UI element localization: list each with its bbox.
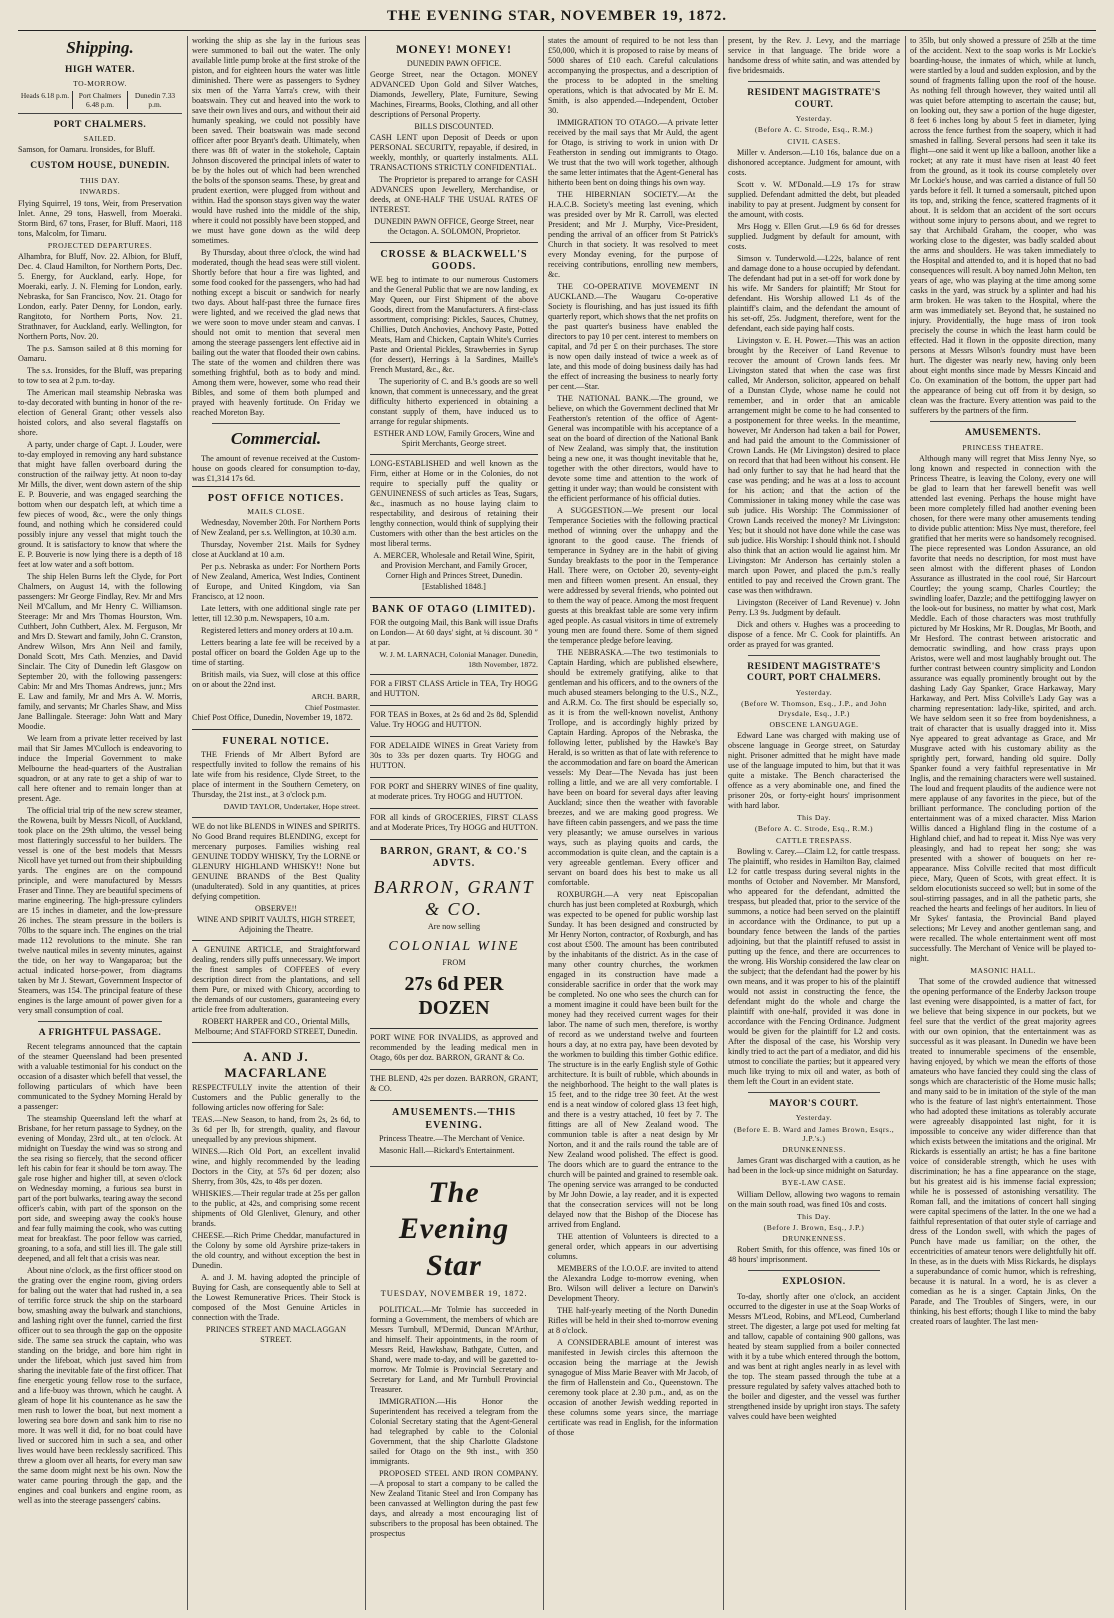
advert-signature: W. J. M. LARNACH, Colonial Manager. Dunedin, 18th November, 1872. <box>379 650 538 669</box>
advert-text: CHEESE.—Rich Prime Cheddar, manufactured in the Colony by some old Ayrshire prize-takers in the old country, and without exception the best in Dunedin. <box>192 1230 360 1270</box>
amusements-heading: AMUSEMENTS. <box>965 428 1041 438</box>
court-date: This Day. <box>797 1211 831 1221</box>
advert-text: The Proprietor is prepared to arrange for CASH ADVANCES upon Jewellery, Merchandise, or deeds, at ONE-HALF THE USUAL RATES OF INTEREST. <box>370 174 538 214</box>
court-heading: RESIDENT MAGISTRATE'S COURT, PORT CHALMERS. <box>746 661 882 684</box>
advert-text: FOR TEAS in Boxes, at 2s 6d and 2s 8d, Splendid Value. Try HOGG and HUTTON. <box>370 710 538 730</box>
article-paragraph: IMMIGRATION.—His Honor the Superintendent has received a telegram from the Colonial Secretary stating that the Agent-General had telegraphed by cable to the Colonial Government, that the ship Charlotte Gladstone sailed for Otago on the 9th inst., with 350 immigrants. <box>370 1396 538 1466</box>
explosion-heading: EXPLOSION. <box>782 1277 846 1288</box>
court-date: Yesterday. <box>795 114 833 124</box>
shipping-paragraph: A party, under charge of Capt. J. Louder, were to-day employed in removing any hard substance that might have fallen overboard during the construction of the railway jetty. At noon to-day Mr Mills, the diver, went down astern of the ship E. P. Bouverie, and was engaged searching the bottom when our despatch left, at which time a few pieces of wood, &c., were the only things found, and nothing which he considered could possibly injure any vessel that might touch the ground. It is satisfactory to know that where the E. P. Bouverie is now lying there is a depth of 18 feet at low water and a soft bottom. <box>18 439 182 569</box>
inwards-label: INWARDS. <box>79 187 121 197</box>
column-1 <box>18 36 182 1610</box>
high-water-heading: HIGH WATER. <box>64 64 136 75</box>
advert-title: AMUSEMENTS.—THIS EVENING. <box>391 1107 517 1131</box>
advert-text: WE beg to intimate to our numerous Customers and the General Public that we are now landing, ex May Queen, our First Shipment of the above Goods, direct from the Manufacturers. A first-class assortment, comprising: Pickles, Sauces, Chutney, Chillies, Dutch Anchovies, Anchovy Paste, Potted Meats, Ham and Chicken, Captain White's Curries Paste and Oriental Pickles, Strawberries in Syrup (for dessert), Herrings à la Sardines, Maille's French Mustard, &c., &c. <box>370 275 538 374</box>
notice-text: Letters bearing a late fee will be received by a postal officer on board the Golden Age up to the time of starting. <box>192 638 360 668</box>
court-case: Miller v. Anderson.—L10 16s, balance due on a dishonored acceptance. Judgment for amount, with costs. <box>728 147 900 177</box>
wine-advert <box>192 817 360 940</box>
court-heading: RESIDENT MAGISTRATE'S COURT. <box>747 88 881 110</box>
amusements-listing <box>370 1100 538 1161</box>
court-case: Livingston (Receiver of Land Revenue) v. John Perry. L3 9s. Judgment by default. <box>728 597 900 617</box>
court-before: (Before J. Brown, Esq., J.P.) <box>763 1222 865 1232</box>
custom-house-heading: CUSTOM HOUSE, DUNEDIN. <box>30 161 170 172</box>
court-date: Yesterday. <box>795 688 833 698</box>
advert-text: FOR PORT and SHERRY WINES of fine quality, at moderate prices. Try HOGG and HUTTON. <box>370 782 538 802</box>
column-divider <box>543 36 544 1610</box>
venue-heading: MASONIC HALL. <box>970 965 1036 975</box>
advert-subtitle: BILLS DISCOUNTED. <box>414 121 494 131</box>
bank-advert <box>370 597 538 674</box>
barron-grant-advert <box>370 839 538 1028</box>
divider <box>370 1166 538 1167</box>
article-paragraph: The steamship Queensland left the wharf at Brisbane, for her return passage to Sydney, on the evening of Monday, 23rd ult., at ten o'clock. At midnight on Tuesday the wind was so strong and the sea rising so fiercely, that the second officer left his cabin for fear it should be torn away. The gale rose higher and higher till, at seven o'clock on Wednesday morning, a furious sea burst in part of the port bulwarks, tearing away the second officer's cabin, with part of the sponson on the port side, and sweeping away the cook's house and fear fully maiming the cook, who was cutting meat for breakfast. The poor fellow was carried, groaning, to a sofa, and still lies ill. The gale still deepened, and all felt that a crisis was near. <box>18 1114 182 1264</box>
advert-price: 27s 6d PER DOZEN <box>404 972 504 1019</box>
advert-text: CASH LENT upon Deposit of Deeds or upon PERSONAL SECURITY, repayable, if desired, in weekly, monthly, or quarterly instalments. ALL TRANSACTIONS STRICTLY CONFIDENTIAL. <box>370 132 538 172</box>
court-case: Robert Smith, for this offence, was fined 10s or 48 hours' imprisonment. <box>728 1245 900 1265</box>
advert-title: BARRON, GRANT, & CO.'S ADVTS. <box>380 846 528 870</box>
shipping-paragraph: The ship Helen Burns left the Clyde, for Port Chalmers, on August 14, with the following passengers: Mr George Findlay, Rev. Mr and Mrs Neil M'Callum, and Mr Henry C. Williamson. Steerage: Mr and Mrs Thomas Hourston, Wm. Cuthbert, John Cuthbert, Alex. M. Ferguson, Mr and Mrs D. Stewart and family, John C. Cranston, Andrew Wilson, Mrs Ann Neil and family, Donald Scott, Mrs Cath. Menzies, and David Sinclair. The City of Dunedin left Glasgow on September 20, with the following passengers: Cabin: Mr and Mrs Thomas Andrews, junr.; Mrs E. Law and family, Mr and Mrs A. W. Morris, family, and servants; Mr Charles Shaw, and Miss Jane Ballingale. Steerage: John Watt and Mary Moodie. <box>18 571 182 731</box>
listing-text: Princess Theatre.—The Merchant of Venice. <box>379 1133 525 1143</box>
court-case: Bowling v. Carey.—Claim L2, for cattle trespass. The plaintiff, who resides in Hamilton Bay, claimed L2 for cattle trespass during several nights in the months of October and November. Mr Mansford, who appeared for the defendant, admitted the trespass, but pleaded that, prior to the service of the summons, a notice had been served on the plaintiff in accordance with the Ordinance, to put up a boundary fence between the lands of the parties adjoining, but that the plaintiff refused to assist in putting up the fence, and there are occurrences to the wrong. His Worship considered the law clear on the subject; that the defendant had the power by his own means, and it was proper to his of the plaintiff would not assist in constructing the fence, the defendant might do the whole and charge the plaintiff with one-half, provided it was done in accordance with the Fencing Ordinance. Judgment would be given for the plaintiff for L2 and costs. After the disposal of the case, his Worship very kindly tried to act the part of a mediator, and did his utmost to conciliate the parties; but it appeared very much like trying to mix oil and water, as both of them left the Court in an evident state. <box>728 846 900 1086</box>
hogg-hutton-advert <box>370 705 538 736</box>
listing-text: Masonic Hall.—Rickard's Entertainment. <box>379 1145 515 1155</box>
court-subheading: DRUNKENNESS. <box>782 1234 846 1244</box>
court-case: James Grant was discharged with a caution, as he had been in the lock-up since midnight on Saturday. <box>728 1156 900 1176</box>
court-case: Mrs Hogg v. Ellen Grut.—L9 6s 6d for dresses supplied. Judgment by default for amount, with costs. <box>728 221 900 251</box>
column-divider <box>187 36 188 1610</box>
macfarlane-advert <box>192 1042 360 1350</box>
review-paragraph: Although many will regret that Miss Jenny Nye, so long known and respected in connection with the Princess Theatre, is leaving the Colony, every one will be glad to learn that her farewell benefit was well attended last evening. Perhaps the house might have been more completely filled had another evening been chosen, for there were many other amusements tending to divide public attention: Miss Nye must, therefore, feel gratified that her merits were so handsomely recognised. The piece represented was London Assurance, an old favorite that needs no description, for most must have seen almost with the different phases of London Assurance as illustrated in the cool roué, Sir Harcourt Courtley; the young scamp, Charles Courtley; the swindling loafer, Dazzle; and the pettifogging lawyer on the look-out for business, no matter by what cost, Mark Meddle. Each of those characters was most truthfully pictured by Mr Hoskins, Mr R. Douglas, Mr Booth, and Mr Hesford. The contrast between aristocratic and democratic swindling, and how crass prays upon Aristos, were well and most laughably brought out. The further contrast between country simplicity and London assurance was equally prominently brought out by the dashing Lady Gay Spanker, Grace Harkaway, Mary Harkaway, and Pert. Miss Colville's Lady Gay was a charming representation: lady-like, spirited, and arch. We have seldom seen it so free from boydenishness, a trait of character that is usually dragged into it. Miss Nye appeared to great advantage as Grace, and Mr Musgrave acted with his customary ability as the sprightly pert, forward, handing old squire. Dolly Spanker found a very faithful representative in Mr Inglis, and the remaining characters were well sustained. The loud and frequent plaudits of the audience were not mere applause of any favorites in the piece, but of the brilliant performance. The concluding portion of the entertainment was of a mixed character. Miss Marion Willis danced a Highland fling in the costume of a Highland chief, and had to repeat it. Miss Nye was very pleasingly, and had to repeat her song; she was presented with a shower of bouquets on her re-appearance. Miss Colville recited that most difficult piece, Mary, Queen of Scots, with great effect. It is seldom elocutionists succeed so well; but in some of the soul-stirring passages, and in all the pathetic parts, she reached the hearts and feelings of her auditors. In lieu of Mr Sykes' fantasia, the Provincial Band played selections; Mr Levey and another gentleman sang, and were recalled. The whole entertainment went off most successfully. The Merchant of Venice will be played to-night. <box>910 453 1096 963</box>
tide-dunedin: Dunedin 7.33 p.m. <box>134 90 176 109</box>
barron-grant-advert <box>370 1028 538 1069</box>
shipping-paragraph: The s.s. Ironsides, for the Bluff, was preparing to tow to sea at 2 p.m. to-day. <box>18 365 182 385</box>
article-paragraph: THE CO-OPERATIVE MOVEMENT IN AUCKLAND.—The Waugaru Co-operative Society is flourishing, and has just issued its fifth quarterly report, which shows that the net profits on the past quarter's business have enabled the directors to pay 10 per cent. interest to members on capital, and 7d per £ on their purchases. The store is now open daily instead of twice a week as of late, and this mode of doing business daily has had the effect of increasing the business to nearly forty per cent.—Star. <box>548 282 718 391</box>
column-divider <box>365 36 366 1610</box>
hogg-hutton-advert <box>370 777 538 808</box>
header-rule <box>18 30 1096 31</box>
article-paragraph: Recent telegrams announced that the captain of the steamer Queensland had been presented with a valuable testimonial for his conduct on the occasion of a disaster which befell that vessel, the following particulars of which have been communicated to the Sydney Morning Herald by a passenger: <box>18 1042 182 1112</box>
article-paragraph: ROXBURGH.—A very neat Episcopalian church has just been completed at Roxburgh, which was expected to be opened for public worship last Sunday. It has been designed and constructed by Mr Henry Norton, contractor, of Roxburgh, and has cost about £500. The amount has been contributed by the inhabitants of the district. As in the case of many other country churches, the workmen engaged in its construction have made a considerable sacrifice in order that the work may be completed. No one who sees the church can for a moment imagine it could have been built for the money had they received current wages for their labor. The name of such men, therefore, is worthy of record as we understand twelve and fourteen hours a day, at no extra pay, have been devoted by the workmen to building this timber Gothic edifice. The structure is in the early English style of Gothic architecture. It is built of rubble, which abounds in the neighborhood. The height to the wall plates is 15 feet, and to the ridge tree 30 feet. At the west end is a neat window of colored glass 13 feet high, and there is a vestry attached, 10 feet by 7. The fittings are all of New Zealand wood. The communion table is after a neat design by Mr Norton, and it and the rails round the table are of New Zealand wood polished. The effect is good. The doors which are to guard the entrance to the church will be painted and grained to resemble oak. The opening service was arranged to be conducted by Mr John Dowie, a lay reader, and it is expected that the consecration services will not be long delayed now that the Bishop of the Diocese has arrived from England. <box>548 890 718 1229</box>
article-paragraph: By Thursday, about three o'clock, the wind had moderated, though the head seas were still violent. Shortly before that hour a fire was lighted, and some food cooked for the passengers, who had had nothing except a biscuit or sandwich for nearly two days. About half-past three the furnace fires were lighted, and we received the glad news that we were soon to move under steam and canvas. I should not omit to mention that several men among the steerage passengers lent effective aid in bailing out the water that flooded their own cabins. The state of the women and children there was something frightful, both as to body and mind. Among them were, however, some who read their Bibles, and some of them both plumped and prayed with heavenly fortitude. On Friday we reached Moreton Bay. <box>192 248 360 417</box>
advert-text: FOR ADELAIDE WINES in Great Variety from 30s to 33s per dozen quarts. Try HOGG and HUTTON. <box>370 741 538 771</box>
harper-advert <box>192 940 360 1042</box>
notice-text: Wednesday, November 20th. For Northern Ports of New Zealand, per s.s. Wellington, at 10.30 a.m. <box>192 518 360 538</box>
review-paragraph: That some of the crowded audience that witnessed the opening performance of the Enderby Jackson troupe last evening were disappointed, is a matter of fact, for we believe that being sixpence in our pockets, but we feel sure that the verdict of the great majority agrees with our own opinion, that the entertainment was as successful as it was pleasant. In Dunedin we have been treated to innumerable specimens of the ensemble, having enjoyed, by which we mean the efforts of those amateurs who have fancied they could sing the class of songs which are characteristic of the Home music halls; and many said to be in imitation of the style of the man who is the feature of last night's entertainment. Those who had adopted these imitations as tolerably accurate were agreeably disappointed last night, for it is impossible to conceive any wider difference than that which exists between the imitations and the original. Mr Rickards is essentially an artist; he has a fine baritone voice of considerable strength, which he uses with discrimination; he has a fine appearance on the stage, but his greatest aid is his immense facial expression; while he is possessed of astonishing versatility. The Roman fall, and the imitations of concert hall singing were capital specimens of the latter. In the one we had a faithful representation of that outer style of carriage and dress of the London swell, with which the pages of Punch have made us familiar; on the other, the eccentricities of amateur tenors were delightfully hit off. In these, as in the duets with Miss Rickards, he displays a superabundance of comic humor, which is refreshing, because it is natural. In a word, he is as clever a comedian as he is a singer. Captain Jinks, On the Parade, and The Troubles of Singers, were, in our thinking, his best efforts; though I like to mind the baby created roars of laughter. The last men- <box>910 977 1096 1327</box>
this-day-label: THIS DAY. <box>80 176 120 186</box>
advert-text: THE BLEND, 42s per dozen. BARRON, GRANT, & CO. <box>370 1074 538 1094</box>
mercer-advert <box>370 454 538 597</box>
article-paragraph: A SUGGESTION.—We present our local Temperance Societies with the following practical method of winning over the unhappy and the ignorant to the good cause. The friends of temperance in Sydney are in the habit of giving Sunday breakfasts to the poor in the Temperance Hall. There were, on October 20, seventy-eight men and fifteen women present. An ensual, they were addressed by several friends, who pointed out to them the way of peace. Among the most frequent guests at this breakfast table are some very infirm aged people. As casual visitors in time of extremely young men are found there. Some of them signed the temperance pledge before leaving. <box>548 506 718 645</box>
article-paragraph: states the amount of required to be not less than £50,000, which it is proposed to raise by means of 5000 shares of £10 each. Careful calculations accompanying the prospectus, and a description of the process to be adopted in the smelting operations, which is that advocated by Mr E. M. Smith, is also appended.—Independent, October 30. <box>548 36 718 115</box>
barron-grant-advert <box>370 1069 538 1100</box>
advert-text: WINES.—Rich Old Port, an excellent invalid wine, and highly recommended by the leading Doctors in the City, at 57s 6d per dozen; also Sherry, from 30s, 42s, to 48s per dozen. <box>192 1146 360 1186</box>
tomorrow-label: TO-MORROW. <box>73 79 127 89</box>
advert-text: The superiority of C. and B.'s goods are so well known, that comment is unnecessary, and the great difficulty hitherto experienced in obtaining a constant supply of them, have induced us to arrange for regular shipments. <box>370 377 538 426</box>
advert-title: MONEY! MONEY! <box>396 42 512 56</box>
article-paragraph: THE half-yearly meeting of the North Dunedin Rifles will be held in their shed to-morrow evening at 8 o'clock. <box>548 1306 718 1335</box>
court-before: (Before W. Thomson, Esq., J.P., and John Drysdale, Esq., J.P.) <box>741 699 887 718</box>
court-before: (Before E. B. Ward and James Brown, Esqrs., J.P.'s.) <box>733 1124 895 1143</box>
advert-title: A. AND J. MACFARLANE <box>224 1048 328 1080</box>
tide-port-chalmers: Port Chalmers 6.48 p.m. <box>72 91 128 109</box>
projected-text: Alhambra, for Bluff, Nov. 22. Albion, for Bluff, Dec. 4. Claud Hamilton, for Northern Ports, Dec. 5. Energy, for Auckland, early. Hope, for Moeraki, early. J. N. Fleming for London, early. Nebraska, for San Francisco, Nov. 21. Otago for London, early. Pater Denny, for London, early. Rangitoto, for Northern Ports, Nov. 21. Strathnaver, for Auckland, early. Wellington, for Northern Ports, Nov. 20. <box>18 251 182 341</box>
advert-title: CROSSE & BLACKWELL'S GOODS. <box>380 248 528 272</box>
advert-text: FOR all kinds of GROCERIES, FIRST CLASS and at Moderate Prices, Try HOGG and HUTTON. <box>370 813 538 833</box>
article-paragraph: MEMBERS of the I.O.O.F. are invited to attend the Alexandra Lodge to-morrow evening, when Bro. Wilson will deliver a lecture on Darwin's Development Theory. <box>548 1264 718 1303</box>
court-subheading: BYE-LAW CASE. <box>782 1178 846 1188</box>
commercial-text: The amount of revenue received at the Custom-house on goods cleared for consumption to-day, was £1,314 17s 6d. <box>192 453 360 483</box>
notice-text: British mails, via Suez, will close at this office on or about the 22nd inst. <box>192 670 360 690</box>
article-paragraph: PROPOSED STEEL AND IRON COMPANY.—A proposal to start a company to be called the New Zealand Titanic Steel and Iron Company has been canvassed at Wellington during the past few days, and already a most encouraging list of subscribers to the proposal has been obtained. The prospectus <box>370 1468 538 1538</box>
court-case: William Dellow, allowing two wagons to remain on the main south road, was fined 10s and costs. <box>728 1189 900 1209</box>
advert-text: FOR a FIRST CLASS Article in TEA, Try HOGG and HUTTON. <box>370 679 538 699</box>
notice-text: Late letters, with one additional single rate per letter, till 12.30 p.m. Newspapers, 10 a.m. <box>192 604 360 624</box>
article-paragraph: THE NATIONAL BANK.—The ground, we believe, on which the Government declined that Mr Featherston's retention of the office of Agent-General was incompatible with his acceptance of a seat on the board of direction of the National Bank of New Zealand, was simply that, the institution being a new one, it was thought inevitable that he, together with the other directors, would have to devote some time and attention to the work of getting it under way; than would be consistent with the efficient performance of his official duties. <box>548 394 718 503</box>
hogg-hutton-advert <box>370 808 538 839</box>
divider <box>38 1021 162 1022</box>
court-before: (Before A. C. Strode, Esq., R.M.) <box>754 125 874 135</box>
advert-title: BANK OF OTAGO (LIMITED). <box>371 604 536 615</box>
court-subheading: OBSCENE LANGUAGE. <box>769 719 859 729</box>
column-5 <box>728 36 900 1610</box>
court-date: This Day. <box>797 813 831 823</box>
article-paragraph: to 35lb, but only showed a pressure of 25lb at the time of the accident. Next to the soap works is Mr Lockie's boarding-house, the inmates of which, while at lunch, were startled by a loud and sudden explosion, and by the sound of fragments falling upon the roof of the house. As nothing fell through however, they waited until all was quiet before attempting to ascertain the cause; but, on looking out, they saw a portion of the huge digester, 8 feet 6 inches long by about 5 feet in diameter, lying across the fence furthest from the soapery, which it had smashed in falling. Several persons had seen it take its flight—one said it went up like a balloon, another like a rocket; at any rate it must have risen at least 40 feet from the ground, as it took its course completely over Mr Lockie's house, and was carried a distance of full 50 yards before it fell. It turned a somersault, pitched upon its top, and, striking the fence, scattered fragments of it about. It is seldom that an accident of the sort occurs without some injury to persons about, and we regret to say that Archibald Graham, the cooper, who was working close to the digester, was badly scalded about the arms and shoulders. He was taken immediately to the Hospital and attended to, and it is hoped that no bad consequences will result. A boy named John Melton, ten years of age, who was playing at the time among some casks in the yard, was struck by a splinter and had his arm broken. He was taken to the Hospital, where the arm was immediately set. Beyond that, he sustained no injury. Providentially, the huge mass of iron took precisely the course in which the least harm could be effected. Had it flown in the opposite direction, many persons at Messrs Wilson's foundry must have been hurt. The digester was nearly new, having only been about eight months since made by Messrs Kincaid and Co. On examination of the bottom, the upper part had the appearance of being cut off from it by design, so clean was the fracture. Every attention was paid to the sufferers by the partners of the firm. <box>910 36 1096 415</box>
dateline: TUESDAY, NOVEMBER 19, 1872. <box>380 1288 528 1299</box>
pawn-advert <box>370 36 538 242</box>
court-case: Edward Lane was charged with making use of obscene language in George street, on Saturday night. Prisoner admitted that he might have made use of the language imputed to him, but that it was quite a mistake. The Bench characterised the offence as a very abominable one, and fined the prisoner 20s, or forty-eight hours' imprisonment with hard labor. <box>728 731 900 811</box>
advert-name: BARRON, GRANT & CO. <box>373 876 535 919</box>
court-case: Livingston v. E. H. Power.—This was an action brought by the Receiver of Land Revenue to recover the amount of Crown lands fees. Mr Livingston stated that when the case was first called, Mr Anderson, solicitor, appeared on behalf of a Dunstan Clyde, whose name he could not remember, and in order that an amicable arrangement might be come to he had consented to a postponement for three weeks. In the meantime, however, Mr Anderson had taken a bail for Power, and had paid the amount to the Commissioner of Crown Lands. He (Mr Livingston) desired to place on record that that had been without his consent. He had only further to say that he had heard that the case was pending; and he was at a loss to account for his action; and that the action of the Commissioner in taking money while the case was sub judice. His Worship: The Commissioner of Crown Lands received the money? Mr Livingston: Yes; but it should not have done while the case was sub judice. His Worship: I should think not. I should also think that an action would lie against him. Mr Livingston: Mr Anderson has certainly stolen a march upon Power, and placed the p.m.'s really entitled to pay and received the Crown grant. The case was then withdrawn. <box>728 335 900 595</box>
divider <box>18 113 182 114</box>
shipping-paragraph: The American mail steamship Nebraska was to-day decorated with bunting in honor of the re-election of General Grant; other vessels also hoisted colors, and also several flagstaffs on shore. <box>18 387 182 437</box>
article-paragraph: THE NEBRASKA.—The two testimonials to Captain Harding, which are published elsewhere, should be extremely gratifying, alike to that gentleman and his officers, and to the owners of the much abused steamers belonging to the U.S., N.Z., and A.R.M. Co. The first should be especially so, as it is from the well-known novelist, Anthony Trollope, and is accordingly highly prized by Captain Harding. Apropos of the Nebraska, the following letter, published by the Hawke's Bay Herald, is so written as that of late with reference to the accommodation and fare on board the American vessels: My Dear—The Nevada has just been rolling a little, and we are all very comfortable. I have been on board for several days after leaving Auckland; since then the weather with favorable breezes, and we are making good progress. We have fifteen cabin passengers, and we pass the time very pleasantly; we amuse ourselves in various ways, such as playing quoits and cards, the accommodation is quite clean, and the captain is a very agreeable gentleman. Every officer and servant on board does his best to make us all comfortable. <box>548 648 718 887</box>
advert-text: OBSERVE!! <box>254 903 298 913</box>
divider <box>748 655 880 656</box>
court-case: Dick and others v. Hughes was a proceeding to dispose of a fence. Mr C. Cook for plaintiffs. An order as prayed for was granted. <box>728 619 900 649</box>
tide-heads: Heads 6.18 p.m. <box>20 90 70 100</box>
advert-text: TEAS.—New Season, to hand, from 2s, 2s 6d, to 3s 6d per lb, for strength, quality, and flavour unequalled by any previous shipment. <box>192 1114 360 1144</box>
advert-address: PRINCES STREET AND MACLAGGAN STREET. <box>205 1324 347 1344</box>
article-paragraph: POLITICAL.—Mr Tolmie has succeeded in forming a Government, the members of which are Messrs Turnbull, M'Dermid, Duncan M'Arthur, and himself. Their appointments, in the room of Messrs Reid, Hawkshaw, Bathgate, Cutten, and Shand, were made to-day, and will be gazetted to-morrow. Mr Tolmie is Provincial Secretary and Secretary for Land, and Mr Turnbull Provincial Treasurer. <box>370 1304 538 1394</box>
column-4 <box>548 36 718 1610</box>
advert-text: A GENUINE ARTICLE, and Straightforward dealing, renders silly puffs unnecessary. We import the finest samples of COFFEES of every description direct from the plantations, and sell them Pure, or mixed with Chicory, according to the demands of our customers, guaranteeing every article free from adulteration. <box>192 944 360 1014</box>
court-before: (Before A. C. Strode, Esq., R.M.) <box>754 824 874 834</box>
court-case: Scott v. W. M'Donald.—L9 17s for straw supplied. Defendant admitted the debt, but pleaded inability to pay at present. Judgment by consent for the amount, with costs. <box>728 179 900 219</box>
notice-date: Chief Post Office, Dunedin, November 19, 1872. <box>192 713 353 723</box>
advert-established: [Established 1848.] <box>422 582 486 591</box>
divider <box>212 423 340 424</box>
shipping-heading: Shipping. <box>66 38 134 57</box>
advert-signature: A. MERCER, Wholesale and Retail Wine, Spirit, and Provision Merchant, and Family Grocer, Corner High and Princes Street, Dunedin. <box>373 551 535 580</box>
divider <box>930 421 1076 422</box>
notice-text: Per p.s. Nebraska as under: For Northern Ports of New Zealand, America, West Indies, Continent of Europe, and United Kingdom, via San Francisco, at 12 noon. <box>192 562 360 602</box>
advert-text: FOR the outgoing Mail, this Bank will issue Drafts on London— At 60 days' sight, at ¼ discount. 30 ″ at par. <box>370 618 538 648</box>
signature: ARCH. BARR, <box>311 692 360 702</box>
article-paragraph: About nine o'clock, as the first officer stood on the grating over the engine room, giving orders for baling out the water that had rushed in, a sea of terrific force struck the ship on the starboard bow, smashing away the bulwark and stanchions, and lashing right over the funnel, carried the first officer out to sea through the gap on the opposite side. The same sea struck the captain, who was standing on the bridge, and bore him right in under the lifeboat, which just saved him from sharing the inevitable fate of the first officer. That fine energetic young fellow rose to the surface, and a life-buoy was thrown, which he caught. A gleam of hope lit his countenance as he saw the men rush to lower the boat, but next moment a lowering sea bore down and sank him to rise no more. It was well it did, for no boat could have lived or succored him in such a sea, and other lives would have been recklessly sacrificed. This threw a gloom over all hearts, for every man saw the same doom might next be his own. Now the water came pouring through the gap, and the engines and coal bunkers and engine room, as well as into the steerage passengers' cabins. <box>18 1266 182 1506</box>
court-subheading: CATTLE TRESPASS. <box>776 835 852 845</box>
article-paragraph: working the ship as she lay in the furious seas were summoned to bail out the water. The only available little pump broke at the first stroke of the piston, and for eighteen hours the water was little diminished. There were as passengers to Sydney six men of the Yarra Yarra's crew, with their boatswain. They cut and heaved into the work to save their own lives and ours, and without their aid humanly speaking, we could not possibly have been saved. Their boatswain was made second officer after poor Bryant's death. Ultimately, when there was 8ft of water in the stokehole, Captain Johnson discovered the principal inlets of water to be by the holes out of which had been wrenched the bolts of the sponson seams. These, by great and prudent exertion, were plugged from without and within. Had the sponson stays given way the water would have rushed into the middle of the ship, where it could not possibly have been stopped, and we must have gone down as the wild deep sometimes. <box>192 36 360 245</box>
advert-subtitle: DUNEDIN PAWN OFFICE. <box>406 58 502 68</box>
inwards-text: Flying Squirrel, 19 tons, Weir, from Preservation Inlet. Anne, 29 tons, Haswell, from Moeraki. Storm Bird, 67 tons, Fraser, for Bluff. Maori, 118 tons, Malcolm, for Timaru. <box>18 198 182 238</box>
advert-text: Are now selling <box>427 922 481 932</box>
court-heading: MAYOR'S COURT. <box>769 1098 859 1109</box>
frightful-passage-heading: A FRIGHTFUL PASSAGE. <box>38 1027 162 1038</box>
divider <box>748 81 880 82</box>
column-divider <box>905 36 906 1610</box>
article-paragraph: A CONSIDERABLE amount of interest was manifested in Jewish circles this afternoon the occasion being the marriage at the Jewish synagogue of Miss Marie Beaver with Mr Jacob, of the firm of Hallenstein and Co., Queenstown. The ceremony took place at 2.30 p.m., and, as on the occasion of another Jewish wedding reported in these columns some years since, the marriage certificate was read in English, for the information of those <box>548 1338 718 1437</box>
article-paragraph: To-day, shortly after one o'clock, an accident occurred to the digester in use at the Soap Works of Messrs M'Leod, Robins, and M'Leod, Cumberland street. The digester, a large pot used for melting fat and tallow, capable of containing 900 gallons, was heated by steam supplied from a boiler connected with it by a tube which entered through the bottom, and was bent at right angles nearly in as level with the top. The steam passed through the tube at a pressure regulated by safety valves attached both to the boiler and digester, and the vessel was further strengthened inside by upright iron stays. The safety valves could have been weighted <box>728 1291 900 1421</box>
column-6 <box>910 36 1096 1610</box>
shipping-paragraph: The p.s. Samson sailed at 8 this morning for Oamaru. <box>18 343 182 363</box>
article-paragraph: THE attention of Volunteers is directed to a general order, which appears in our advertising columns. <box>548 1232 718 1261</box>
hogg-hutton-advert <box>370 674 538 705</box>
article-paragraph: IMMIGRATION TO OTAGO.—A private letter received by the mail says that Mr Auld, the agent for Otago, is striving to work in union with Dr Featherston in sending out immigrants to Otago. We trust that the two will work together, although the same letter intimates that the Agent-General has hitherto been bent on doing things his own way. <box>548 118 718 187</box>
crosse-blackwell-advert <box>370 242 538 454</box>
signature-title: Chief Postmaster. <box>304 702 360 712</box>
advert-text: PORT WINE FOR INVALIDS, as approved and recommended by the leading medical men in Otago, 60s per doz. BARRON, GRANT & Co. <box>370 1033 538 1063</box>
article-paragraph: THE HIBERNIAN SOCIETY.—At the H.A.C.B. Society's meeting last evening, which was presided over by Mr R. Carroll, was elected President; and Mr J. Murphy, Vice-President, pending the arrival of an officer from St Patrick's Church in that society. It was resolved to meet every Monday evening, for the purpose of receiving contributions, enrolling new members, &c. <box>548 190 718 279</box>
page-header: THE EVENING STAR, NOVEMBER 19, 1872. <box>387 8 727 24</box>
notice-text: Registered letters and money orders at 10 a.m. <box>201 626 354 636</box>
advert-text: George Street, near the Octagon. MONEY ADVANCED Upon Gold and Silver Watches, Diamonds, Jewellery, Plate, Furniture, Sewing Machines, Firearms, Books, Clothing, and all other descriptions of Personal Property. <box>370 69 538 119</box>
court-case: Simson v. Tunderwold.—L22s, balance of rent and damage done to a house occupied by defendant. The defendant had put in a set-off for work done by his wife. Mr Sanders for plaintiff; Mr Stout for defendant. His Worship allowed L1 4s of the plaintiff's claim, and the defendant the amount of his set-off, 25s. Judgment, therefore, went for the defendant, each side paying half costs. <box>728 253 900 333</box>
hogg-hutton-advert <box>370 736 538 777</box>
column-2 <box>192 36 360 1610</box>
advert-text: WE do not like BLENDS in WINES and SPIRITS. No Good Brand requires BLENDING, except for mercenary purposes. Families wishing real GENUINE TODDY WHISKY, Try the LORNE or GLENURY HIGHLAND WHISKY!! None but GENUINE BRANDS of the Best Quality (unadulterated). Sold in any quantities, at prices defying competition. <box>192 821 360 901</box>
divider <box>748 1092 880 1093</box>
advert-text: FROM <box>442 957 466 967</box>
advert-text: WHISKIES.—Their regular trade at 25s per gallon to the public, at 42s, and comprising some recent shipments of Old Glenlivet, Glenury, and other brands. <box>192 1188 360 1228</box>
shipping-paragraph: The official trial trip of the new screw steamer, the Rowena, built by Messrs Nicoll, of Auckland, took place on the 29th ultimo, the vessel being most flatteringly successful to her builders. The vessel is one of the best models that Messrs Nicoll have yet turned out from their shipbuilding yards. The engines are on the compound principle, and were manufactured by Messrs Fraser and Tinne. They are beautiful specimens of marine engineering. The high-pressure cylinders are 15 inches in diameter, and the low-pressure 26 inches. The steam pressure in the boilers is 70lbs to the square inch. The engines on the trial made 112 revolutions to the minute. She ran twelve nautical miles in seventy minutes, against the tide, on her way to Wangaparoa; but the actual indicated horse-power, from diagrams taken by Mr J. Stewart, Government Inspector of Steamers, was 154. The principal feature of these engines is the large amount of power given for a very small consumption of coal. <box>18 805 182 1015</box>
sailed-text: Samson, for Oamaru. Ironsides, for Bluff. <box>18 145 155 155</box>
sailed-label: SAILED. <box>83 134 117 144</box>
advert-text: COLONIAL WINE <box>388 939 520 955</box>
advert-text: WINE AND SPIRIT VAULTS, HIGH STREET, Adjoining the Theatre. <box>196 914 356 934</box>
column-3 <box>370 36 538 1610</box>
shipping-paragraph: We learn from a private letter received by last mail that Sir James M'Culloch is endeavoring to induce the Imperial Government to make Melbourne the head-quarters of the Australian squadron, or at any rate to get a ship of war to call here oftener and to remain longer than at present. Age. <box>18 733 182 803</box>
notice-text: THE Friends of Mr Albert Byford are respectfully invited to follow the remains of his late wife from his residence, Clyde Street, to the place of interment in the Southern Cemetery, on Thursday, the 21st inst., at 3 o'clock p.m. <box>192 750 360 800</box>
mails-close-label: MAILS CLOSE. <box>247 506 305 516</box>
article-paragraph: present, by the Rev. J. Levy, and the marriage service in that language. The bride wore a handsome dress of white satin, and was attended by five bridesmaids. <box>728 36 900 75</box>
column-divider <box>723 36 724 1610</box>
funeral-notice <box>192 729 360 817</box>
advert-signature: DUNEDIN PAWN OFFICE, George Street, near the Octagon. A. SOLOMON, Proprietor. <box>374 216 534 236</box>
funeral-heading: FUNERAL NOTICE. <box>222 736 330 748</box>
advert-text: RESPECTFULLY invite the attention of their Customers and the Public generally to the following articles now offering for Sale: <box>192 1082 360 1112</box>
post-office-heading: POST OFFICE NOTICES. <box>207 492 345 504</box>
advert-text: LONG-ESTABLISHED and well known as the Firm, either at Home or in the Colonies, do not require to specially puff the quality or GENUINENESS of such articles as Teas, Sugars, &c., inasmuch as no house laying claim to respectability, and desirous of retaining their lengthy connection, would think of supplying their Customers with other than the best articles on the most liberal terms. <box>370 459 538 548</box>
court-subheading: DRUNKENNESS. <box>782 1145 846 1155</box>
post-office-notice <box>192 486 360 729</box>
advert-signature: ESTHER AND LOW, Family Grocers, Wine and Spirit Merchants, George street. <box>373 429 535 448</box>
venue-heading: PRINCESS THEATRE. <box>962 442 1044 452</box>
port-chalmers-heading: PORT CHALMERS. <box>53 119 147 130</box>
projected-label: PROJECTED DEPARTURES. <box>47 240 153 250</box>
court-subheading: CIVIL CASES. <box>787 136 841 146</box>
court-date: Yesterday. <box>795 1113 833 1123</box>
advert-signature: ROBERT HARPER and CO., Oriental Mills, Melbourne; And STAFFORD STREET, Dunedin. <box>194 1016 358 1036</box>
signature: DAVID TAYLOR, Undertaker, Hope street. <box>223 802 360 812</box>
commercial-heading: Commercial. <box>230 429 322 448</box>
newspaper-title: The Evening Star <box>398 1175 510 1282</box>
notice-text: Thursday, November 21st. Mails for Sydney close at Auckland at 10 a.m. <box>192 540 360 560</box>
advert-text: A. and J. M. having adopted the principle of Buying for Cash, are consequently able to Sell at the Lowest Remunerative Prices. Their Stock is composed of the Most Genuine Articles in connection with the Trade. <box>192 1272 360 1322</box>
tide-table <box>18 91 182 109</box>
divider <box>748 1270 880 1271</box>
